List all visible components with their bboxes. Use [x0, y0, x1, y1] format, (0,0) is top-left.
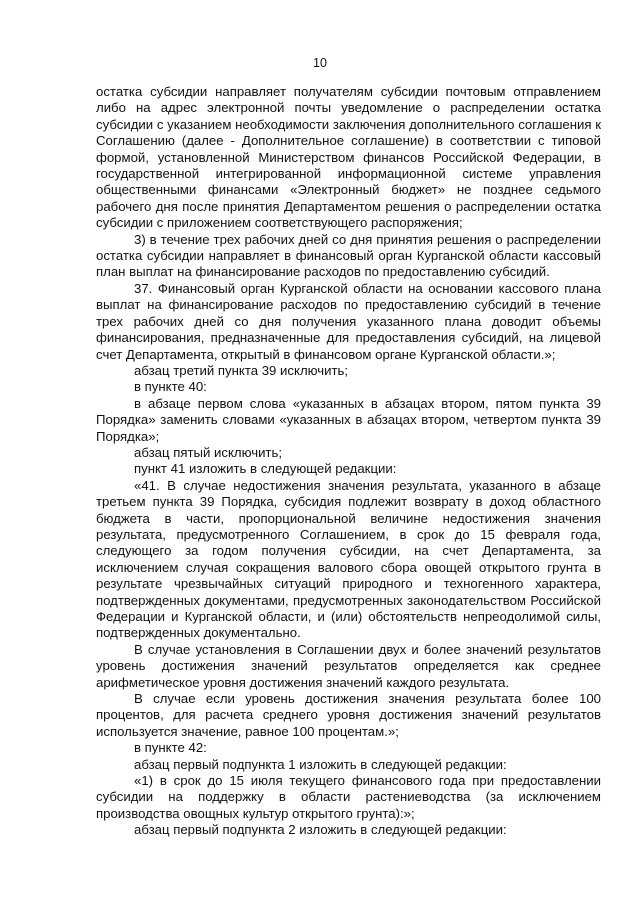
document-body [96, 84, 601, 839]
paragraph: абзац третий пункта 39 исключить; [134, 362, 349, 378]
paragraph: «1) в срок до 15 июля текущего финансового года при предоставлении субсидии на поддержку в области растениеводства (за исключением производства овощных культур открытого грунта):»; [96, 773, 601, 821]
paragraph: В случае установления в Соглашении двух и более значений результатов уровень достижения значений результатов определяется как среднее арифметическое уровня достижения значений каждого результата. [96, 641, 601, 690]
paragraph: В случае если уровень достижения значения результата более 100 процентов, для расчета среднего уровня достижения значений результатов используется значение, равное 100 процентам.»; [96, 691, 601, 739]
paragraph: в пункте 42: [134, 740, 207, 756]
paragraph: «41. В случае недостижения значения результата, указанного в абзаце третьем пункта 39 Порядка, субсидия подлежит возврату в доход областного бюджета в части, пропорциональной величине недостижения значения результата, предусмотренного Соглашением, в срок до 15 февраля года, следующего за годом получения субсидии, на счет Департамента, за исключением случая сокращения валового сбора овощей открытого грунта в результате чрезвычайных ситуаций природного и техногенного характера, подтвержденных документами, предусмотренных законодательством Российской Федерации и Курганской области, и (или) обстоятельств непреодолимой силы, подтвержденных документально. [96, 477, 601, 641]
paragraph: абзац первый подпункта 2 изложить в следующей редакции: [134, 822, 507, 838]
paragraph: 3) в течение трех рабочих дней со дня принятия решения о распределении остатка субсидии направляет в финансовый орган Курганской области кассовый план выплат на финансирование расходов по предоставлению субсидий. [96, 231, 601, 280]
page-number: 10 [313, 56, 327, 70]
paragraph: в пункте 40: [134, 379, 207, 395]
paragraph: абзац пятый исключить; [134, 444, 283, 460]
paragraph: 37. Финансовый орган Курганской области на основании кассового плана выплат на финансирование расходов по предоставлению субсидий в течение трех рабочих дней со дня получения указанного плана доводит объемы финансирования, предназначенные для предоставления субсидий, на лицевой счет Департамента, открытый в финансовом органе Курганской области.»; [96, 280, 601, 362]
paragraph: пункт 41 изложить в следующей редакции: [134, 461, 397, 477]
paragraph: остатка субсидии направляет получателям субсидии почтовым отправлением либо на адрес электронной почты уведомление о распределении остатка субсидии с указанием необходимости заключения дополнительного соглашения к Соглашению (далее - Дополнительное соглашение) в соответствии с типовой формой, установленной Министерством финансов Российской Федерации, в государственной интегрированной информационной системе управления общественными финансами «Электронный бюджет» не позднее седьмого рабочего дня после принятия Департаментом решения о распределении остатка субсидии с приложением соответствующего распоряжения; [96, 84, 601, 231]
paragraph: в абзаце первом слова «указанных в абзацах втором, пятом пункта 39 Порядка» заменить словами «указанных в абзацах втором, четвертом пункта 39 Порядка»; [96, 395, 601, 444]
paragraph: абзац первый подпункта 1 изложить в следующей редакции: [134, 756, 507, 772]
